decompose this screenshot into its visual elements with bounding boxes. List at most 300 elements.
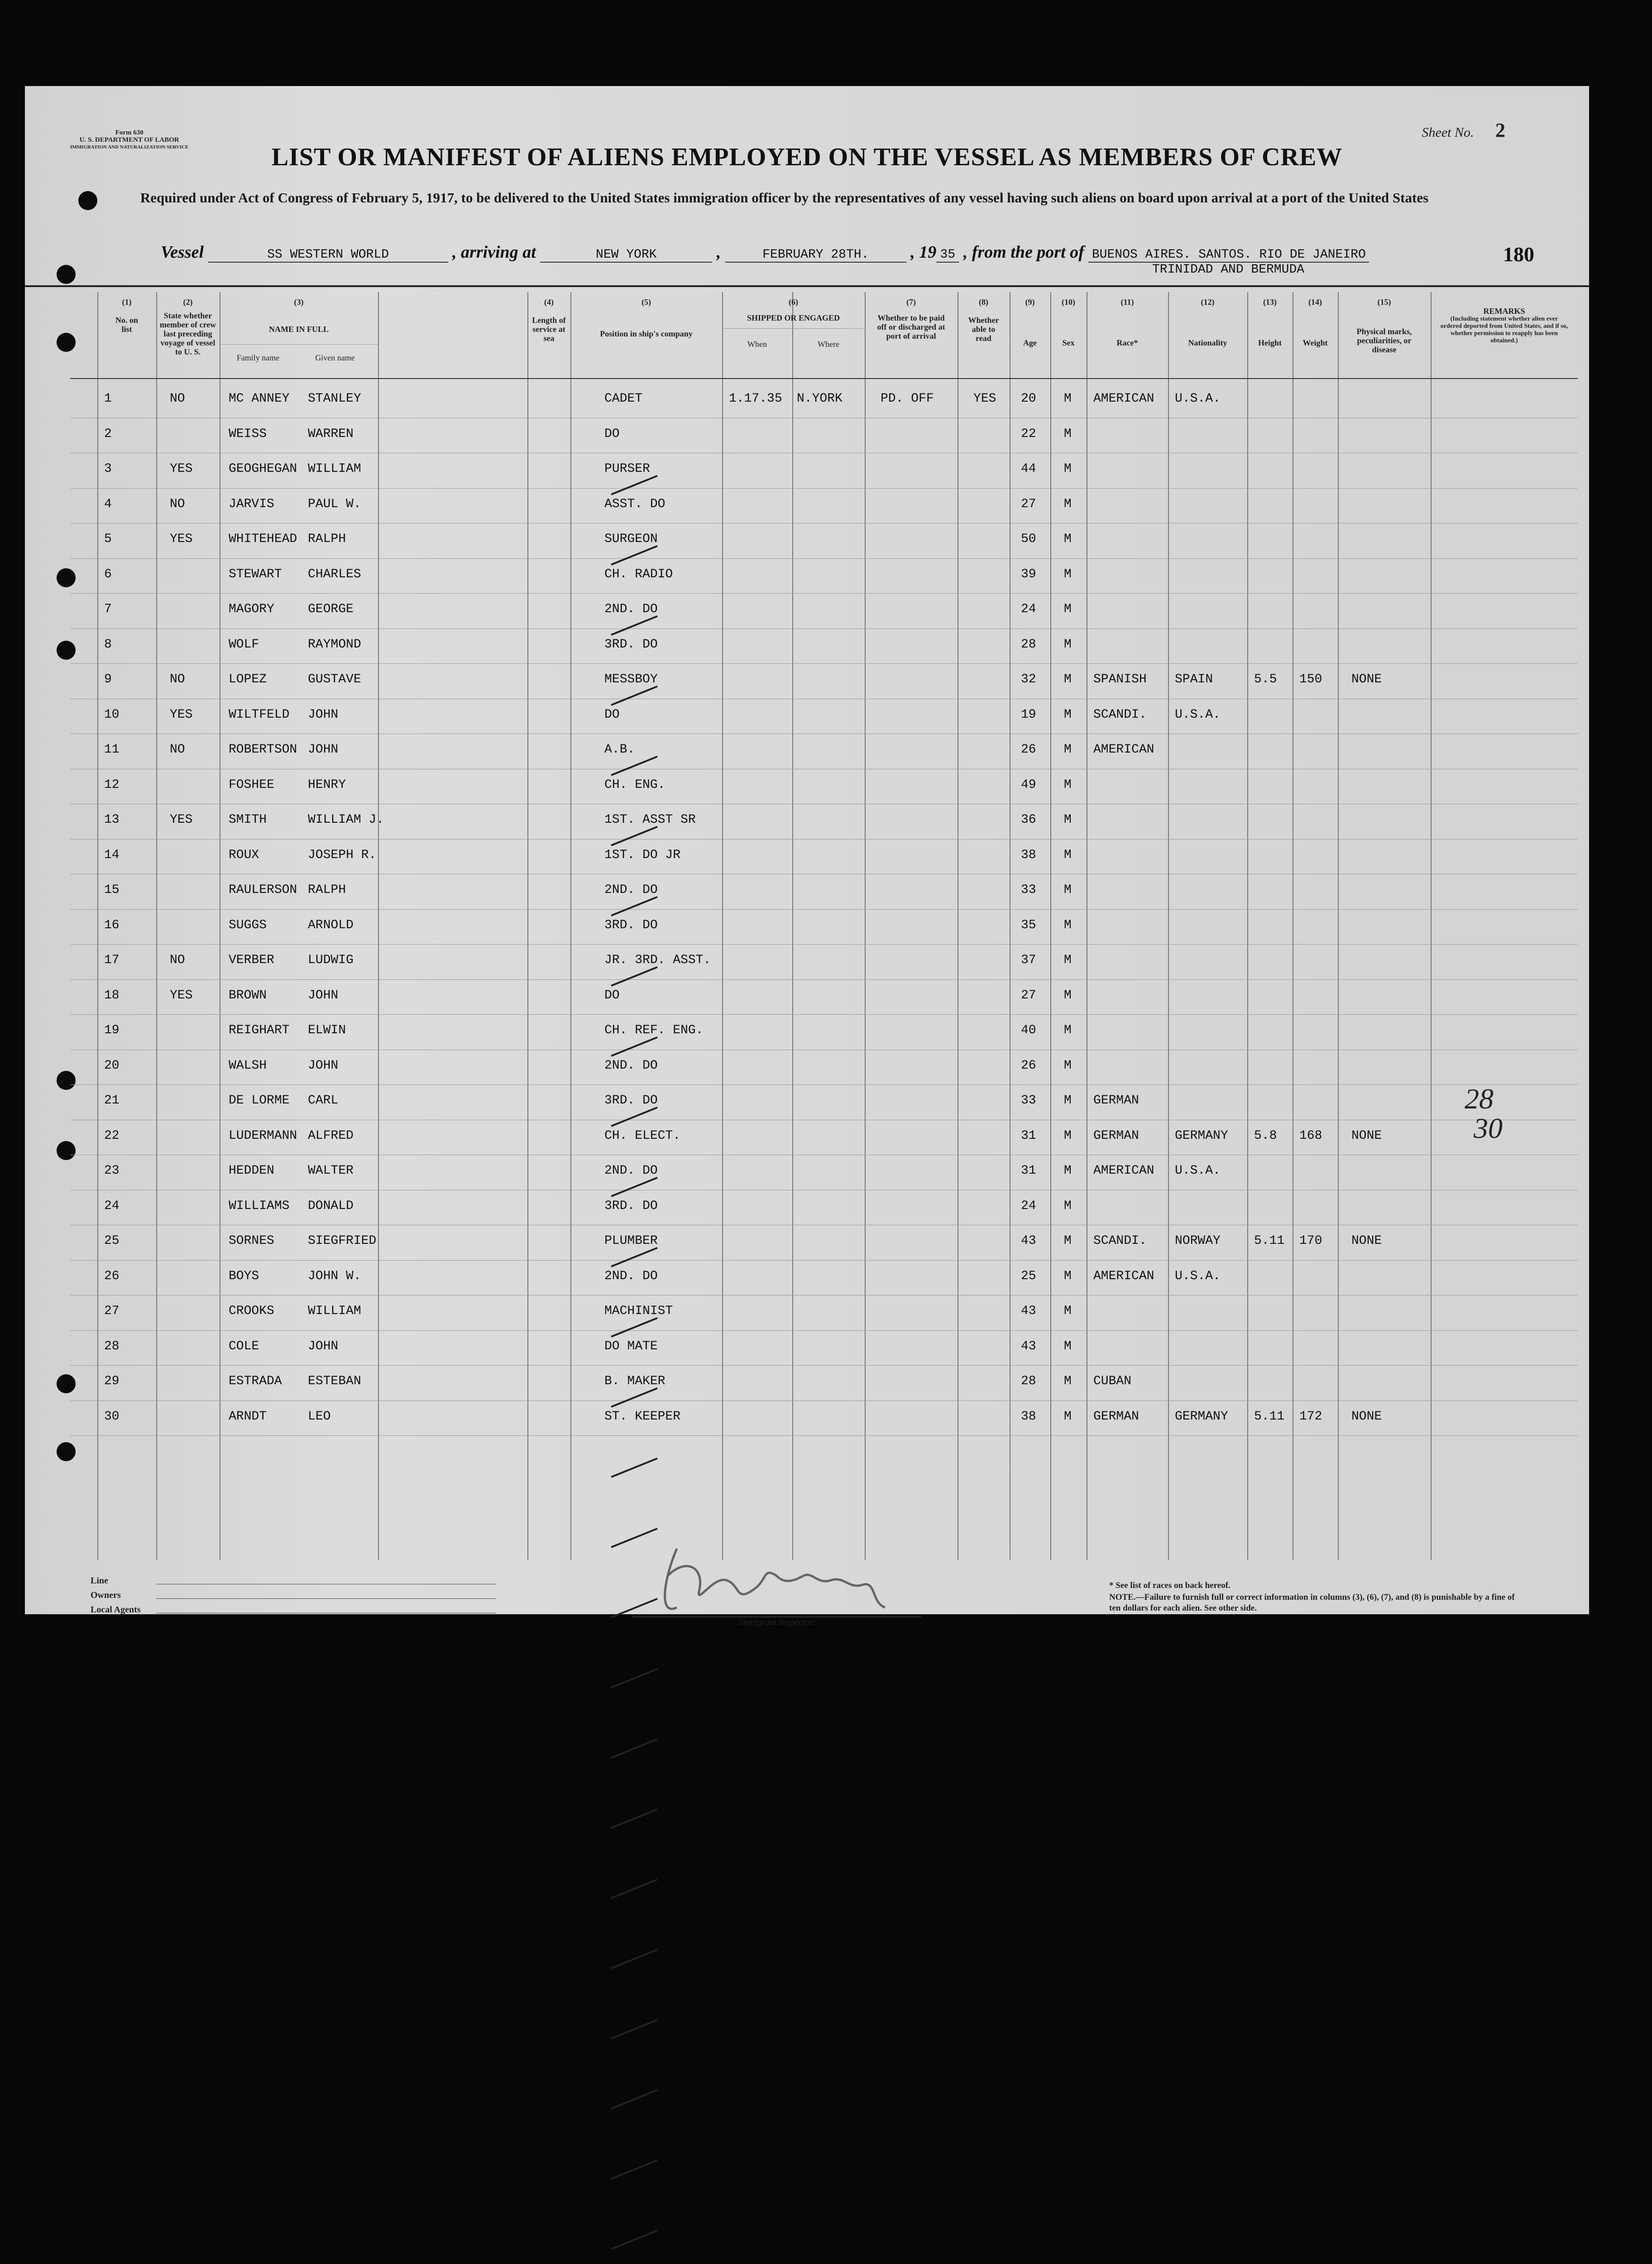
- row-number-cell: 28: [104, 1339, 120, 1353]
- previous-voyage-cell: YES: [170, 813, 193, 827]
- table-row: [70, 453, 1578, 488]
- position-cell: MACHINIST: [604, 1304, 673, 1318]
- family-name-cell: ESTRADA: [229, 1374, 282, 1388]
- sheet-value: 2: [1495, 119, 1505, 141]
- department: U. S. DEPARTMENT OF LABOR: [79, 136, 179, 144]
- family-name-cell: VERBER: [229, 953, 274, 967]
- row-number-cell: 14: [104, 848, 120, 862]
- check-mark: [611, 2159, 657, 2180]
- col-3-num: (3): [294, 297, 304, 307]
- given-name-cell: STANLEY: [308, 392, 361, 406]
- age-cell: 35: [1021, 918, 1036, 932]
- previous-voyage-cell: NO: [170, 392, 185, 406]
- sex-cell: M: [1064, 707, 1072, 722]
- age-cell: 24: [1021, 1199, 1036, 1213]
- height-cell: 5.11: [1254, 1234, 1285, 1248]
- sex-cell: M: [1064, 1199, 1072, 1213]
- family-name-cell: HEDDEN: [229, 1164, 274, 1178]
- col-11-header: [1087, 297, 1168, 347]
- sex-cell: M: [1064, 672, 1072, 686]
- given-name-cell: RAYMOND: [308, 637, 361, 652]
- family-name-cell: ROUX: [229, 848, 259, 862]
- row-number-cell: 30: [104, 1409, 120, 1424]
- sex-cell: M: [1064, 1304, 1072, 1318]
- family-name-cell: MAGORY: [229, 602, 274, 616]
- race-cell: GERMAN: [1093, 1409, 1139, 1424]
- given-name-cell: LEO: [308, 1409, 331, 1424]
- family-name-cell: FOSHEE: [229, 777, 274, 792]
- races-note: * See list of races on back hereof.: [1109, 1581, 1231, 1590]
- nationality-cell: U.S.A.: [1175, 392, 1221, 406]
- table-row: [70, 1050, 1578, 1085]
- physical-marks-cell: NONE: [1351, 1128, 1382, 1143]
- sex-cell: M: [1064, 462, 1072, 476]
- position-cell: A.B.: [604, 743, 635, 757]
- row-number-cell: 1: [104, 392, 112, 406]
- col-1-num: (1): [122, 297, 132, 307]
- age-cell: 27: [1021, 988, 1036, 1002]
- given-name-cell: GEORGE: [308, 602, 354, 616]
- table-row: [70, 839, 1578, 874]
- table-row: [70, 1330, 1578, 1366]
- col-8-label: Whether able to read: [968, 316, 999, 343]
- where-header: Where: [818, 340, 839, 349]
- table-row: [70, 1401, 1578, 1436]
- position-cell: CH. ELECT.: [604, 1128, 681, 1143]
- row-number-cell: 3: [104, 462, 112, 476]
- family-name-cell: STEWART: [229, 567, 282, 581]
- family-name-cell: DE LORME: [229, 1094, 290, 1108]
- family-name-cell: WILTFELD: [229, 707, 290, 722]
- check-mark: [611, 1808, 657, 1829]
- row-number-cell: 10: [104, 707, 120, 722]
- col-10-num: (10): [1062, 297, 1075, 307]
- position-cell: ST. KEEPER: [604, 1409, 681, 1424]
- physical-marks-cell: NONE: [1351, 672, 1382, 686]
- check-mark: [611, 2230, 657, 2250]
- sex-cell: M: [1064, 953, 1072, 967]
- col-3-label: NAME IN FULL: [268, 325, 329, 334]
- given-name-cell: RALPH: [308, 532, 346, 546]
- shipped-when-cell: 1.17.35: [729, 392, 782, 406]
- family-name-cell: MC ANNEY: [229, 392, 290, 406]
- sex-cell: M: [1064, 1374, 1072, 1388]
- table-row: [70, 699, 1578, 734]
- sex-cell: M: [1064, 988, 1072, 1002]
- row-number-cell: 24: [104, 1199, 120, 1213]
- age-cell: 19: [1021, 707, 1036, 722]
- row-number-cell: 2: [104, 427, 112, 441]
- sex-cell: M: [1064, 427, 1072, 441]
- given-name-cell: JOSEPH R.: [308, 848, 377, 862]
- row-number-cell: 27: [104, 1304, 120, 1318]
- given-name-cell: WILLIAM: [308, 462, 361, 476]
- given-name-cell: ARNOLD: [308, 918, 354, 932]
- age-cell: 39: [1021, 567, 1036, 581]
- height-cell: 5.5: [1254, 672, 1277, 686]
- age-cell: 27: [1021, 497, 1036, 511]
- family-name-cell: SUGGS: [229, 918, 267, 932]
- weight-cell: 150: [1299, 672, 1322, 686]
- previous-voyage-cell: NO: [170, 672, 185, 686]
- given-name-cell: JOHN: [308, 1058, 339, 1073]
- family-name-cell: RAULERSON: [229, 883, 297, 897]
- row-number-cell: 11: [104, 743, 120, 757]
- family-name-cell: COLE: [229, 1339, 259, 1353]
- fine-note: NOTE.—Failure to furnish full or correct information in columns (3), (6), (7), and (8) is punishable by a fine of ten dollars for each alien. See other side.: [1109, 1592, 1515, 1613]
- agents-code: 14—1240: [93, 1613, 115, 1620]
- sex-cell: M: [1064, 1269, 1072, 1283]
- given-name-cell: CHARLES: [308, 567, 361, 581]
- race-cell: AMERICAN: [1093, 1164, 1154, 1178]
- nationality-cell: U.S.A.: [1175, 1164, 1221, 1178]
- margin-note-lower: 30: [1474, 1112, 1503, 1144]
- row-number-cell: 22: [104, 1128, 120, 1143]
- sex-cell: M: [1064, 1339, 1072, 1353]
- col-13-num: (13): [1263, 297, 1277, 307]
- nationality-cell: SPAIN: [1175, 672, 1213, 686]
- row-number-cell: 20: [104, 1058, 120, 1073]
- row-number-cell: 9: [104, 672, 112, 686]
- col-2-label: State whether member of crew last preceding voyage of vessel to U. S.: [159, 311, 216, 356]
- row-number-cell: 26: [104, 1269, 120, 1283]
- family-name-cell: SMITH: [229, 813, 267, 827]
- age-cell: 26: [1021, 743, 1036, 757]
- family-name-cell: BOYS: [229, 1269, 259, 1283]
- family-name-cell: WOLF: [229, 637, 259, 652]
- family-name-cell: ARNDT: [229, 1409, 267, 1424]
- given-name-cell: RALPH: [308, 883, 346, 897]
- col-7-header: [865, 297, 958, 341]
- nationality-cell: GERMANY: [1175, 1128, 1228, 1143]
- table-row: [70, 944, 1578, 979]
- given-name-cell: JOHN W.: [308, 1269, 361, 1283]
- shipped-where-cell: N.YORK: [797, 392, 843, 406]
- sex-cell: M: [1064, 532, 1072, 546]
- manifest-paper: [25, 86, 1589, 1627]
- family-name-cell: WHITEHEAD: [229, 532, 297, 546]
- col-9-label: Age: [1023, 338, 1037, 347]
- race-cell: SCANDI.: [1093, 707, 1147, 722]
- race-cell: GERMAN: [1093, 1094, 1139, 1108]
- row-number-cell: 5: [104, 532, 112, 546]
- col-8-num: (8): [979, 297, 988, 307]
- position-cell: SURGEON: [604, 532, 658, 546]
- col-11-label: Race*: [1116, 338, 1138, 347]
- col-2-num: (2): [183, 297, 193, 307]
- position-cell: PURSER: [604, 462, 650, 476]
- given-name-header: Given name: [315, 353, 355, 362]
- age-cell: 43: [1021, 1339, 1036, 1353]
- age-cell: 31: [1021, 1164, 1036, 1178]
- given-name-cell: JOHN: [308, 1339, 339, 1353]
- family-name-cell: SORNES: [229, 1234, 274, 1248]
- given-name-cell: ALFRED: [308, 1128, 354, 1143]
- age-cell: 43: [1021, 1304, 1036, 1318]
- check-mark: [611, 1668, 657, 1688]
- table-row: [70, 383, 1578, 418]
- age-cell: 22: [1021, 427, 1036, 441]
- position-cell: 3RD. DO: [604, 1094, 658, 1108]
- age-cell: 32: [1021, 672, 1036, 686]
- col-11-num: (11): [1120, 297, 1134, 307]
- arriving-port: NEW YORK: [540, 248, 712, 263]
- position-cell: 1ST. ASST SR: [604, 813, 696, 827]
- table-row: [70, 593, 1578, 628]
- col-4-label: Length of service at sea: [532, 316, 566, 343]
- row-number-cell: 4: [104, 497, 112, 511]
- row-number-cell: 29: [104, 1374, 120, 1388]
- col-3-header: [220, 297, 378, 334]
- service: IMMIGRATION AND NATURALIZATION SERVICE: [70, 144, 189, 150]
- col-14-label: Weight: [1302, 338, 1328, 347]
- position-cell: PLUMBER: [604, 1234, 658, 1248]
- table-row: [70, 663, 1578, 699]
- sex-cell: M: [1064, 567, 1072, 581]
- given-name-cell: JOHN: [308, 988, 339, 1002]
- given-name-cell: LUDWIG: [308, 953, 354, 967]
- position-cell: DO: [604, 988, 620, 1002]
- page-number: 180: [1503, 243, 1534, 266]
- sex-cell: M: [1064, 918, 1072, 932]
- row-number-cell: 23: [104, 1164, 120, 1178]
- col-13-label: Height: [1258, 338, 1282, 347]
- sheet-label: Sheet No.: [1422, 125, 1474, 140]
- arriving-label: , arriving at: [452, 243, 536, 262]
- col-7-label: Whether to be paid off or discharged at port of arrival: [877, 313, 945, 341]
- family-name-cell: LOPEZ: [229, 672, 267, 686]
- height-cell: 5.8: [1254, 1128, 1277, 1143]
- col-10-header: [1050, 297, 1087, 347]
- sex-cell: M: [1064, 1058, 1072, 1073]
- form-header: [25, 86, 1589, 276]
- age-cell: 20: [1021, 392, 1036, 406]
- race-cell: AMERICAN: [1093, 392, 1154, 406]
- previous-voyage-cell: YES: [170, 988, 193, 1002]
- sex-cell: M: [1064, 497, 1072, 511]
- physical-marks-cell: NONE: [1351, 1234, 1382, 1248]
- col-1-label: No. on list: [115, 316, 138, 334]
- table-row: [70, 558, 1578, 594]
- age-cell: 33: [1021, 883, 1036, 897]
- family-name-cell: WEISS: [229, 427, 267, 441]
- position-cell: 2ND. DO: [604, 1058, 658, 1073]
- table-row: [70, 1155, 1578, 1190]
- given-name-cell: DONALD: [308, 1199, 354, 1213]
- family-name-cell: REIGHART: [229, 1023, 290, 1037]
- col-12-header: [1168, 297, 1247, 347]
- age-cell: 33: [1021, 1094, 1036, 1108]
- age-cell: 43: [1021, 1234, 1036, 1248]
- given-name-cell: ELWIN: [308, 1023, 346, 1037]
- table-row: [70, 734, 1578, 769]
- when-header: When: [747, 340, 767, 349]
- col-7-num: (7): [906, 297, 916, 307]
- sex-cell: M: [1064, 602, 1072, 616]
- family-name-cell: GEOGHEGAN: [229, 462, 297, 476]
- sex-cell: M: [1064, 1164, 1072, 1178]
- age-cell: 37: [1021, 953, 1036, 967]
- sex-cell: M: [1064, 1409, 1072, 1424]
- row-number-cell: 16: [104, 918, 120, 932]
- previous-voyage-cell: YES: [170, 462, 193, 476]
- race-cell: AMERICAN: [1093, 743, 1154, 757]
- age-cell: 25: [1021, 1269, 1036, 1283]
- position-cell: ASST. DO: [604, 497, 666, 511]
- given-name-cell: WILLIAM: [308, 1304, 361, 1318]
- previous-voyage-cell: YES: [170, 707, 193, 722]
- row-number-cell: 7: [104, 602, 112, 616]
- age-cell: 24: [1021, 602, 1036, 616]
- col-12-num: (12): [1201, 297, 1215, 307]
- age-cell: 36: [1021, 813, 1036, 827]
- table-row: [70, 488, 1578, 523]
- sex-cell: M: [1064, 1094, 1072, 1108]
- family-name-cell: WALSH: [229, 1058, 267, 1073]
- departure-ports-line2: TRINIDAD AND BERMUDA: [1152, 263, 1305, 277]
- check-mark: [611, 1879, 657, 1899]
- header-rule: [25, 285, 1589, 287]
- age-cell: 28: [1021, 1374, 1036, 1388]
- row-number-cell: 18: [104, 988, 120, 1002]
- margin-note-upper: 28: [1465, 1083, 1494, 1115]
- row-number-cell: 19: [104, 1023, 120, 1037]
- family-name-cell: WILLIAMS: [229, 1199, 290, 1213]
- physical-marks-cell: NONE: [1351, 1409, 1382, 1424]
- remarks-label: REMARKS: [1483, 307, 1525, 316]
- check-mark: [611, 1949, 657, 1969]
- check-mark: [611, 2019, 657, 2039]
- col-12-label: Nationality: [1188, 338, 1227, 347]
- col-1-header: [97, 297, 156, 334]
- row-number-cell: 25: [104, 1234, 120, 1248]
- age-cell: 49: [1021, 777, 1036, 792]
- col-14-header: [1293, 297, 1338, 347]
- table-row: [70, 909, 1578, 945]
- col-5-label: Position in ship's company: [600, 329, 693, 338]
- given-name-cell: GUSTAVE: [308, 672, 361, 686]
- previous-voyage-cell: YES: [170, 532, 193, 546]
- race-cell: SCANDI.: [1093, 1234, 1147, 1248]
- age-cell: 40: [1021, 1023, 1036, 1037]
- table-row: [70, 1260, 1578, 1295]
- nationality-cell: NORWAY: [1175, 1234, 1221, 1248]
- col-13-header: [1247, 297, 1293, 347]
- given-name-cell: HENRY: [308, 777, 346, 792]
- height-cell: 5.11: [1254, 1409, 1285, 1424]
- arrival-date: FEBRUARY 28TH.: [725, 248, 906, 263]
- inspector-signature: [650, 1540, 967, 1621]
- sex-cell: M: [1064, 392, 1072, 406]
- col-14-num: (14): [1308, 297, 1322, 307]
- col-10-label: Sex: [1062, 338, 1075, 347]
- position-cell: 1ST. DO JR: [604, 848, 681, 862]
- table-row: [70, 628, 1578, 664]
- position-cell: 2ND. DO: [604, 883, 658, 897]
- age-cell: 28: [1021, 637, 1036, 652]
- position-cell: 3RD. DO: [604, 1199, 658, 1213]
- vessel-label: Vessel: [161, 243, 204, 262]
- sex-cell: M: [1064, 813, 1072, 827]
- table-row: [70, 1120, 1578, 1155]
- table-row: [70, 804, 1578, 839]
- able-to-read-cell: YES: [973, 392, 996, 406]
- race-cell: SPANISH: [1093, 672, 1147, 686]
- immigrant-inspector-label: Immigrant Inspector.: [632, 1616, 921, 1628]
- position-cell: 3RD. DO: [604, 637, 658, 652]
- position-cell: MESSBOY: [604, 672, 658, 686]
- sex-cell: M: [1064, 848, 1072, 862]
- family-name-header: Family name: [236, 353, 280, 362]
- given-name-cell: CARL: [308, 1094, 339, 1108]
- departure-ports: BUENOS AIRES. SANTOS. RIO DE JANEIRO: [1088, 248, 1369, 263]
- sex-cell: M: [1064, 1128, 1072, 1143]
- vessel-name: SS WESTERN WORLD: [208, 248, 448, 263]
- col-9-header: [1010, 297, 1050, 347]
- race-cell: AMERICAN: [1093, 1269, 1154, 1283]
- col-6-num: (6): [789, 297, 798, 307]
- age-cell: 38: [1021, 1409, 1036, 1424]
- from-label: , from the port of: [963, 243, 1084, 262]
- col-15-num: (15): [1377, 297, 1391, 307]
- table-row: [70, 979, 1578, 1015]
- given-name-cell: WALTER: [308, 1164, 354, 1178]
- given-name-cell: ESTEBAN: [308, 1374, 361, 1388]
- document-subtitle: Required under Act of Congress of February 5, 1917, to be delivered to the United States immigration officer by the representatives of any vessel having such aliens on board upon arrival at a port of the United States: [140, 190, 1429, 206]
- check-mark: [611, 1458, 657, 1478]
- paid-off-cell: PD. OFF: [881, 392, 934, 406]
- col-4-header: [527, 297, 570, 343]
- family-name-cell: CROOKS: [229, 1304, 274, 1318]
- position-cell: 3RD. DO: [604, 918, 658, 932]
- sex-cell: M: [1064, 883, 1072, 897]
- given-name-cell: PAUL W.: [308, 497, 361, 511]
- table-row: [70, 418, 1578, 453]
- check-mark: [611, 2089, 657, 2110]
- col-6-label: SHIPPED OR ENGAGED: [747, 313, 840, 322]
- age-cell: 44: [1021, 462, 1036, 476]
- age-cell: 26: [1021, 1058, 1036, 1073]
- line-label: Line: [91, 1576, 108, 1586]
- remarks-note: (Including statement whether alien ever ordered deported from United States, and if so, whether permission to reapply has been obtained.): [1440, 316, 1568, 344]
- nationality-cell: U.S.A.: [1175, 707, 1221, 722]
- row-number-cell: 21: [104, 1094, 120, 1108]
- row-number-cell: 6: [104, 567, 112, 581]
- age-cell: 50: [1021, 532, 1036, 546]
- given-name-cell: JOHN: [308, 707, 339, 722]
- weight-cell: 172: [1299, 1409, 1322, 1424]
- sex-cell: M: [1064, 637, 1072, 652]
- document-title: LIST OR MANIFEST OF ALIENS EMPLOYED ON THE VESSEL AS MEMBERS OF CREW: [271, 143, 1343, 171]
- col-4-num: (4): [544, 297, 554, 307]
- family-name-cell: BROWN: [229, 988, 267, 1002]
- given-name-cell: JOHN: [308, 743, 339, 757]
- position-cell: JR. 3RD. ASST.: [604, 953, 711, 967]
- given-name-cell: SIEGFRIED: [308, 1234, 377, 1248]
- sheet-number: [1422, 119, 1505, 142]
- col-9-num: (9): [1025, 297, 1035, 307]
- weight-cell: 168: [1299, 1128, 1322, 1143]
- position-cell: DO: [604, 707, 620, 722]
- crew-table: [70, 292, 1578, 1560]
- position-cell: CADET: [604, 392, 643, 406]
- position-cell: B. MAKER: [604, 1374, 666, 1388]
- nationality-cell: GERMANY: [1175, 1409, 1228, 1424]
- position-cell: DO MATE: [604, 1339, 658, 1353]
- row-number-cell: 13: [104, 813, 120, 827]
- given-name-cell: WARREN: [308, 427, 354, 441]
- position-cell: 2ND. DO: [604, 1269, 658, 1283]
